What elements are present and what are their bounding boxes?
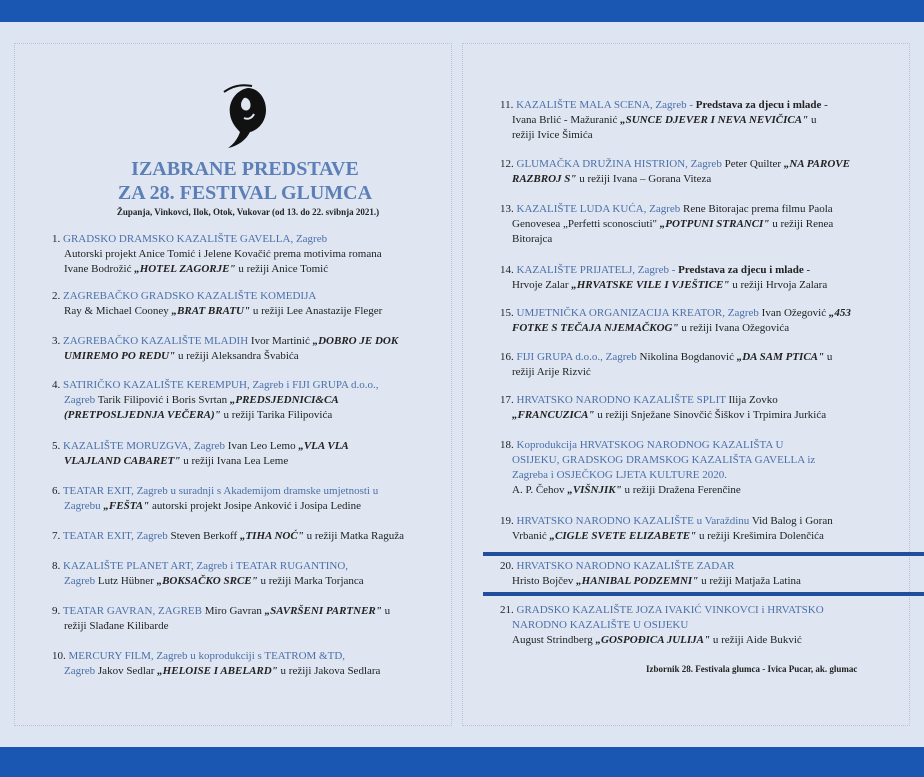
entry-20 bbox=[500, 559, 801, 589]
entry-title: „HRVATSKE VILE I VJEŠTICE" bbox=[571, 279, 730, 291]
entry-title: „VIŠNJIK" bbox=[567, 484, 622, 496]
entry-text: Steven Berkoff bbox=[167, 530, 240, 542]
entry-text: u režiji Marka Torjanca bbox=[257, 575, 364, 587]
entry-text: Lutz Hübner bbox=[95, 575, 157, 587]
entry-title: „453 bbox=[828, 307, 851, 319]
entry-text: Ivor Martinić bbox=[248, 335, 313, 347]
entry-text: u režiji Ivana Ožegovića bbox=[678, 322, 790, 334]
entry-text: A. P. Čehov bbox=[512, 484, 568, 496]
entry-text: u režiji Hrvoja Zalara bbox=[729, 279, 828, 291]
entry-org: TEATAR EXIT, Zagreb u suradnji s Akademijom dramske umjetnosti u bbox=[62, 485, 379, 497]
entry-org: TEATAR EXIT, Zagreb bbox=[62, 530, 168, 542]
entry-text: u režiji Renea bbox=[769, 218, 834, 230]
entry-18 bbox=[500, 438, 815, 498]
entry-org: Koprodukcija HRVATSKOG NARODNOG KAZALIŠTA U bbox=[516, 439, 784, 451]
entry-org: FIJI GRUPA d.o.o., Zagreb bbox=[516, 351, 637, 363]
entry-title: FOTKE S TEČAJA NJEMAČKOG" bbox=[512, 322, 679, 334]
entry-org: TEATAR GAVRAN, ZAGREB bbox=[62, 605, 202, 617]
entry-org: HRVATSKO NARODNO KAZALIŠTE ZADAR bbox=[516, 560, 735, 572]
entry-6 bbox=[52, 484, 378, 514]
entry-5 bbox=[52, 439, 349, 469]
entry-3 bbox=[52, 334, 398, 364]
entry-org: Zagreb bbox=[64, 394, 96, 406]
entry-title: „BRAT BRATU" bbox=[171, 305, 251, 317]
entry-title: „DOBRO JE DOK bbox=[312, 335, 399, 347]
entry-title: „HANIBAL PODZEMNI" bbox=[576, 575, 699, 587]
selector-signature: Izbornik 28. Festivala glumca - Ivica Pucar, ak. glumac bbox=[646, 664, 858, 674]
entry-number: 18. bbox=[500, 439, 514, 451]
entry-text: August Strindberg bbox=[512, 634, 596, 646]
entry-14 bbox=[500, 263, 827, 293]
entry-number: 10. bbox=[52, 650, 66, 662]
entry-text: režiji Slađane Kilibarde bbox=[64, 620, 169, 632]
entry-text: u bbox=[381, 605, 391, 617]
entry-number: 4. bbox=[52, 379, 61, 391]
entry-org: UMJETNIČKA ORGANIZACIJA KREATOR, Zagreb bbox=[516, 307, 759, 319]
entry-text: Peter Quilter bbox=[721, 158, 784, 170]
entry-title: VLAJLAND CABARET" bbox=[64, 455, 181, 467]
entry-number: 9. bbox=[52, 605, 61, 617]
entry-16 bbox=[500, 350, 832, 380]
entry-text: režiji Ivice Šimića bbox=[512, 129, 593, 141]
entry-org: HRVATSKO NARODNO KAZALIŠTE SPLIT bbox=[516, 394, 726, 406]
entry-title: „BOKSAČKO SRCE" bbox=[156, 575, 258, 587]
entry-note: Predstava za djecu i mlade bbox=[695, 99, 822, 111]
entry-number: 15. bbox=[500, 307, 514, 319]
entry-10 bbox=[52, 649, 380, 679]
entry-12 bbox=[500, 157, 850, 187]
entry-text: u režiji Ivana Lea Leme bbox=[180, 455, 289, 467]
entry-number: 21. bbox=[500, 604, 514, 616]
entry-text: Rene Bitorajac prema filmu Paola bbox=[680, 203, 833, 215]
entry-note: Predstava za djecu i mlade bbox=[678, 264, 804, 276]
entry-1 bbox=[52, 232, 382, 277]
entry-text: Miro Gavran bbox=[201, 605, 265, 617]
entry-org: Zagreba i OSJEČKOG LJETA KULTURE 2020. bbox=[512, 469, 728, 481]
entry-org: Zagrebu bbox=[64, 500, 104, 512]
entry-title: „DA SAM PTICA" bbox=[736, 351, 825, 363]
entry-21 bbox=[500, 603, 824, 648]
entry-title: „CIGLE SVETE ELIZABETE" bbox=[549, 530, 697, 542]
entry-text: Vrbanić bbox=[512, 530, 550, 542]
entry-org: KAZALIŠTE PRIJATELJ, Zagreb bbox=[516, 264, 669, 276]
entry-text: u režiji Aide Bukvić bbox=[710, 634, 802, 646]
entry-number: 17. bbox=[500, 394, 514, 406]
entry-number: 20. bbox=[500, 560, 514, 572]
entry-13 bbox=[500, 202, 833, 247]
entry-text: Ivan Ožegović bbox=[758, 307, 829, 319]
entry-title: „PREDSJEDNICI&CA bbox=[229, 394, 339, 406]
entry-title: RAZBROJ S" bbox=[512, 173, 577, 185]
entry-text: Ivana Brlić - Mažuranić bbox=[512, 114, 621, 126]
entry-title: „FRANCUZICA" bbox=[512, 409, 595, 421]
entry-text: u režiji Aleksandra Švabića bbox=[175, 350, 299, 362]
entry-number: 19. bbox=[500, 515, 514, 527]
entry-text: - bbox=[686, 99, 696, 111]
entry-title: UMIREMO PO REDU" bbox=[64, 350, 176, 362]
entry-org: KAZALIŠTE MORUZGVA, Zagreb bbox=[63, 440, 226, 452]
entry-text: Genovesea „Perfetti sconosciuti" bbox=[512, 218, 660, 230]
entry-number: 16. bbox=[500, 351, 514, 363]
entry-org: HRVATSKO NARODNO KAZALIŠTE u Varaždinu bbox=[516, 515, 750, 527]
entry-title: (PRETPOSLJEDNJA VEČERA)" bbox=[64, 409, 221, 421]
entry-org: OSIJEKU, GRADSKOG DRAMSKOG KAZALIŠTA GAVELLA iz bbox=[512, 454, 816, 466]
entry-text: u režiji Jakova Sedlara bbox=[277, 665, 381, 677]
entry-org: KAZALIŠTE PLANET ART, Zagreb i TEATAR RUGANTINO, bbox=[63, 560, 349, 572]
entry-number: 14. bbox=[500, 264, 514, 276]
entry-number: 12. bbox=[500, 158, 514, 170]
entry-text: autorski projekt Josipe Anković i Josipa Ledine bbox=[149, 500, 361, 512]
entry-org: MERCURY FILM, Zagreb u koprodukciji s TEATROM &TD, bbox=[68, 650, 346, 662]
top-band bbox=[0, 0, 924, 22]
entry-text: u režiji Matka Raguža bbox=[303, 530, 404, 542]
entry-title: „HELOISE I ABELARD" bbox=[157, 665, 278, 677]
entry-title: „SAVRŠENI PARTNER" bbox=[264, 605, 382, 617]
entry-number: 13. bbox=[500, 203, 514, 215]
entry-text: Ilija Zovko bbox=[725, 394, 778, 406]
entry-number: 6. bbox=[52, 485, 61, 497]
entry-org: KAZALIŠTE MALA SCENA, Zagreb bbox=[516, 99, 687, 111]
highlight-bar-top bbox=[483, 552, 924, 556]
entry-number: 7. bbox=[52, 530, 61, 542]
entry-text: - bbox=[821, 99, 828, 111]
entry-text: režiji Arije Rizvić bbox=[512, 366, 591, 378]
heading-subtitle: Županja, Vinkovci, Ilok, Otok, Vukovar (od 13. do 22. svibnja 2021.) bbox=[116, 207, 380, 217]
entry-number: 5. bbox=[52, 440, 61, 452]
entry-org: ZAGREBAČKO GRADSKO KAZALIŠTE KOMEDIJA bbox=[63, 290, 317, 302]
entry-text: Hrvoje Zalar bbox=[512, 279, 572, 291]
heading-title-line-2: ZA 28. FESTIVAL GLUMCA bbox=[117, 182, 373, 204]
entry-title: „POTPUNI STRANCI" bbox=[659, 218, 770, 230]
entry-text: u režiji Tarika Filipovića bbox=[220, 409, 333, 421]
entry-text: Hristo Bojčev bbox=[512, 575, 577, 587]
entry-text: Ray & Michael Cooney bbox=[64, 305, 172, 317]
entry-org: GRADSKO DRAMSKO KAZALIŠTE GAVELLA, Zagreb bbox=[63, 233, 328, 245]
entry-text: u režiji Anice Tomić bbox=[235, 263, 329, 275]
entry-number: 3. bbox=[52, 335, 61, 347]
bottom-band bbox=[0, 747, 924, 777]
entry-text: Nikolina Bogdanović bbox=[636, 351, 737, 363]
entry-text: Autorski projekt Anice Tomić i Jelene Kovačić prema motivima romana bbox=[64, 248, 382, 260]
entry-text: u režiji Krešimira Dolenčića bbox=[696, 530, 824, 542]
entry-number: 11. bbox=[500, 99, 514, 111]
theatre-mask-logo bbox=[218, 84, 274, 154]
entry-title: „GOSPOĐICA JULIJA" bbox=[595, 634, 711, 646]
entry-7 bbox=[52, 529, 404, 544]
entry-title: „VLA VLA bbox=[298, 440, 349, 452]
entry-text: u režiji Snježane Sinovčić Šiškov i Trpimira Jurkića bbox=[594, 409, 827, 421]
entry-title: „NA PAROVE bbox=[783, 158, 850, 170]
heading-title-line-1: IZABRANE PREDSTAVE bbox=[131, 158, 359, 180]
entry-text: Vid Balog i Goran bbox=[749, 515, 833, 527]
entry-text: - bbox=[803, 264, 811, 276]
entry-15 bbox=[500, 306, 851, 336]
entry-text: u bbox=[808, 114, 817, 126]
entry-org: GLUMAČKA DRUŽINA HISTRION, Zagreb bbox=[516, 158, 722, 170]
entry-2 bbox=[52, 289, 382, 319]
entry-org: ZAGREBAČKO KAZALIŠTE MLADIH bbox=[63, 335, 249, 347]
entry-text: Ivan Leo Lemo bbox=[225, 440, 299, 452]
entry-title: „HOTEL ZAGORJE" bbox=[134, 263, 236, 275]
entry-text: - bbox=[668, 264, 679, 276]
entry-17 bbox=[500, 393, 826, 423]
entry-org: NARODNO KAZALIŠTE U OSIJEKU bbox=[512, 619, 689, 631]
entry-4 bbox=[52, 378, 379, 423]
entry-org: KAZALIŠTE LUDA KUĆA, Zagreb bbox=[516, 203, 681, 215]
entry-text: u režiji Dražena Ferenčine bbox=[621, 484, 741, 496]
entry-text: Ivane Bodrožić bbox=[64, 263, 135, 275]
entry-org: GRADSKO KAZALIŠTE JOZA IVAKIĆ VINKOVCI i HRVATSKO bbox=[516, 604, 824, 616]
entry-text: Bitorajca bbox=[512, 233, 553, 245]
entry-number: 8. bbox=[52, 560, 61, 572]
entry-org: SATIRIČKO KAZALIŠTE KEREMPUH, Zagreb i FIJI GRUPA d.o.o., bbox=[63, 379, 379, 391]
entry-number: 1. bbox=[52, 233, 61, 245]
entry-9 bbox=[52, 604, 390, 634]
entry-8 bbox=[52, 559, 364, 589]
entry-title: „FEŠTA" bbox=[103, 500, 150, 512]
entry-text: Tarik Filipović i Boris Svrtan bbox=[95, 394, 230, 406]
entry-text: u režiji Matjaža Latina bbox=[698, 575, 801, 587]
entry-text: u režiji Lee Anastazije Fleger bbox=[250, 305, 383, 317]
entry-org: Zagreb bbox=[64, 575, 96, 587]
highlight-bar-bottom bbox=[483, 592, 924, 596]
entry-title: „SUNCE DJEVER I NEVA NEVIČICA" bbox=[620, 114, 809, 126]
entry-19 bbox=[500, 514, 833, 544]
entry-text: Jakov Sedlar bbox=[95, 665, 158, 677]
entry-11 bbox=[500, 98, 828, 143]
entry-text: u bbox=[824, 351, 833, 363]
entry-text: u režiji Ivana – Gorana Viteza bbox=[576, 173, 712, 185]
entry-title: „TIHA NOĆ" bbox=[239, 530, 304, 542]
entry-number: 2. bbox=[52, 290, 61, 302]
entry-org: Zagreb bbox=[64, 665, 96, 677]
